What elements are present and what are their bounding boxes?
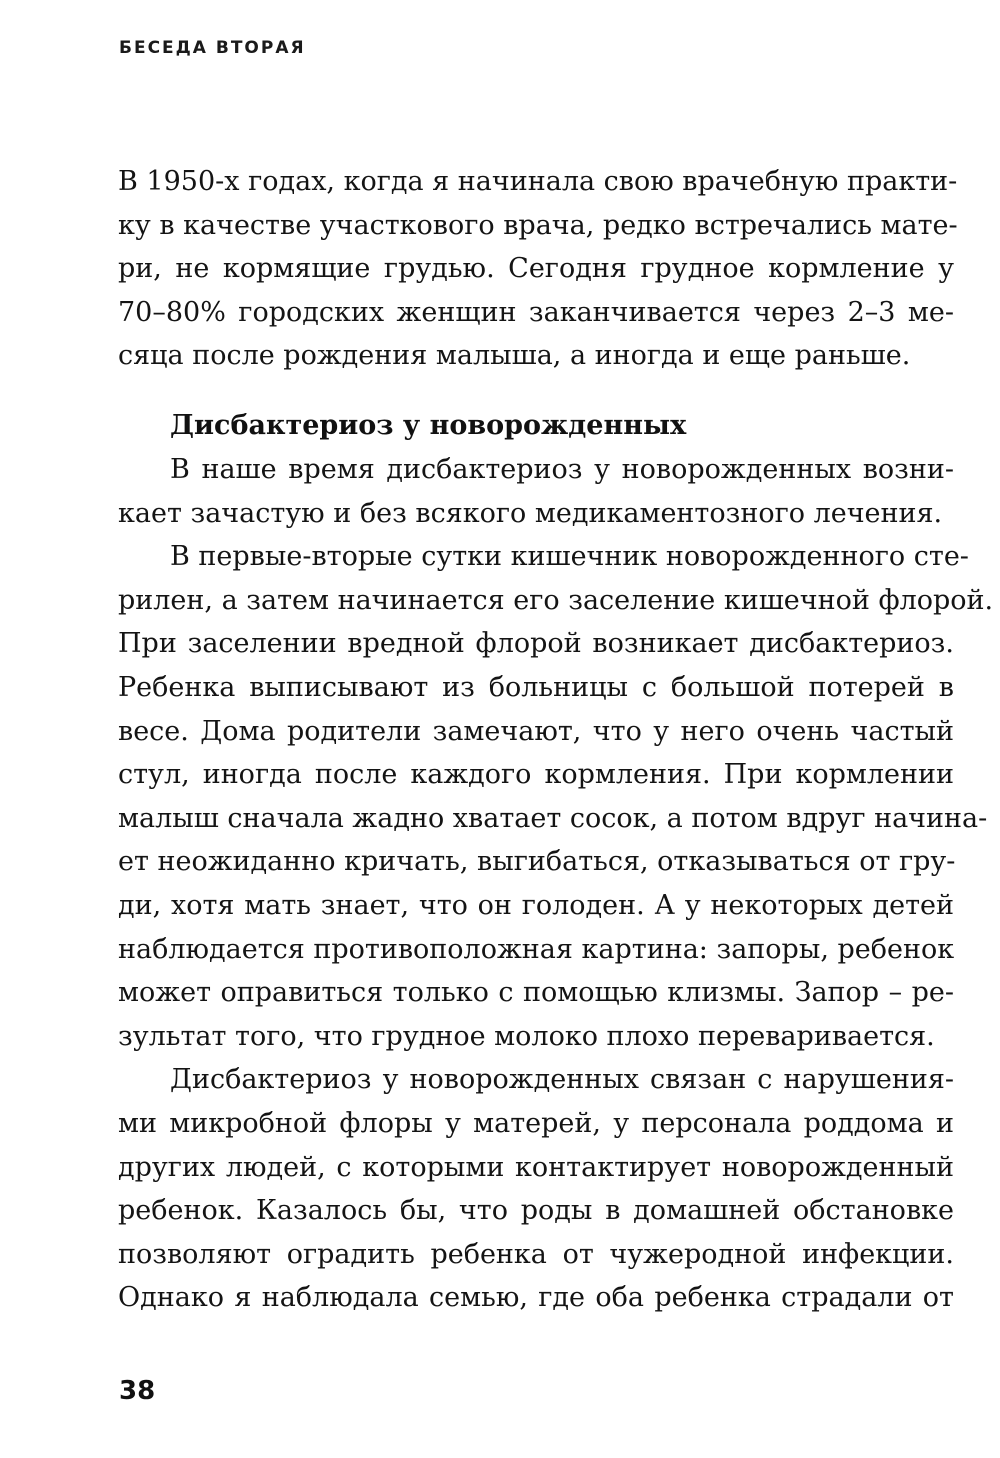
text-line: позволяют оградить ребенка от чужеродной инфекции. [118,1238,954,1270]
text-line: Однако я наблюдала семью, где оба ребенка страдали от [118,1282,954,1314]
text-line: Ребенка выписывают из больницы с большой потерей в [118,671,954,703]
text-line: ребенок. Казалось бы, что роды в домашней обстановке [118,1195,954,1227]
text-line: ри, не кормящие грудью. Сегодня грудное кормление у [118,253,954,285]
text-line: ку в качестве участкового врача, редко встречались мате- [118,209,958,241]
intro-paragraph [118,160,958,378]
text-line: других людей, с которыми контактирует новорожденный [118,1151,954,1183]
text-line: В первые-вторые сутки кишечник новорожденного сте- [170,541,969,573]
text-line: кает зачастую и без всякого медикаментозного лечения. [118,497,943,529]
text-line: рилен, а затем начинается его заселение кишечной флорой. [118,584,994,616]
text-line: ми микробной флоры у матерей, у персонала роддома и [118,1107,954,1139]
text-line: зультат того, что грудное молоко плохо переваривается. [118,1020,935,1052]
text-line: Дисбактериоз у новорожденных связан с нарушения- [170,1064,954,1096]
text-line: При заселении вредной флорой возникает дисбактериоз. [118,628,954,660]
text-line: сяца после рождения малыша, а иногда и еще раньше. [118,340,911,372]
text-line: ди, хотя мать знает, что он голоден. А у некоторых детей [118,889,954,921]
text-line: весе. Дома родители замечают, что у него очень частый [118,715,954,747]
text-line: В наше время дисбактериоз у новорожденных возни- [170,454,954,485]
text-line: В 1950-х годах, когда я начинала свою врачебную практи- [118,166,958,197]
text-line: ет неожиданно кричать, выгибаться, отказываться от гру- [118,846,956,878]
text-line: 70–80% городских женщин заканчивается через 2–3 ме- [118,296,954,328]
running-head: БЕСЕДА ВТОРАЯ [119,38,306,58]
text-line: малыш сначала жадно хватает сосок, а потом вдруг начина- [118,802,988,834]
text-line: стул, иногда после каждого кормления. При кормлении [118,759,954,791]
section-body [118,448,994,1320]
text-line: наблюдается противоположная картина: запоры, ребенок [118,933,955,965]
section-heading: Дисбактериоз у новорожденных [170,410,687,441]
text-line: может оправиться только с помощью клизмы. Запор – ре- [118,977,954,1009]
page-number: 38 [119,1376,156,1406]
